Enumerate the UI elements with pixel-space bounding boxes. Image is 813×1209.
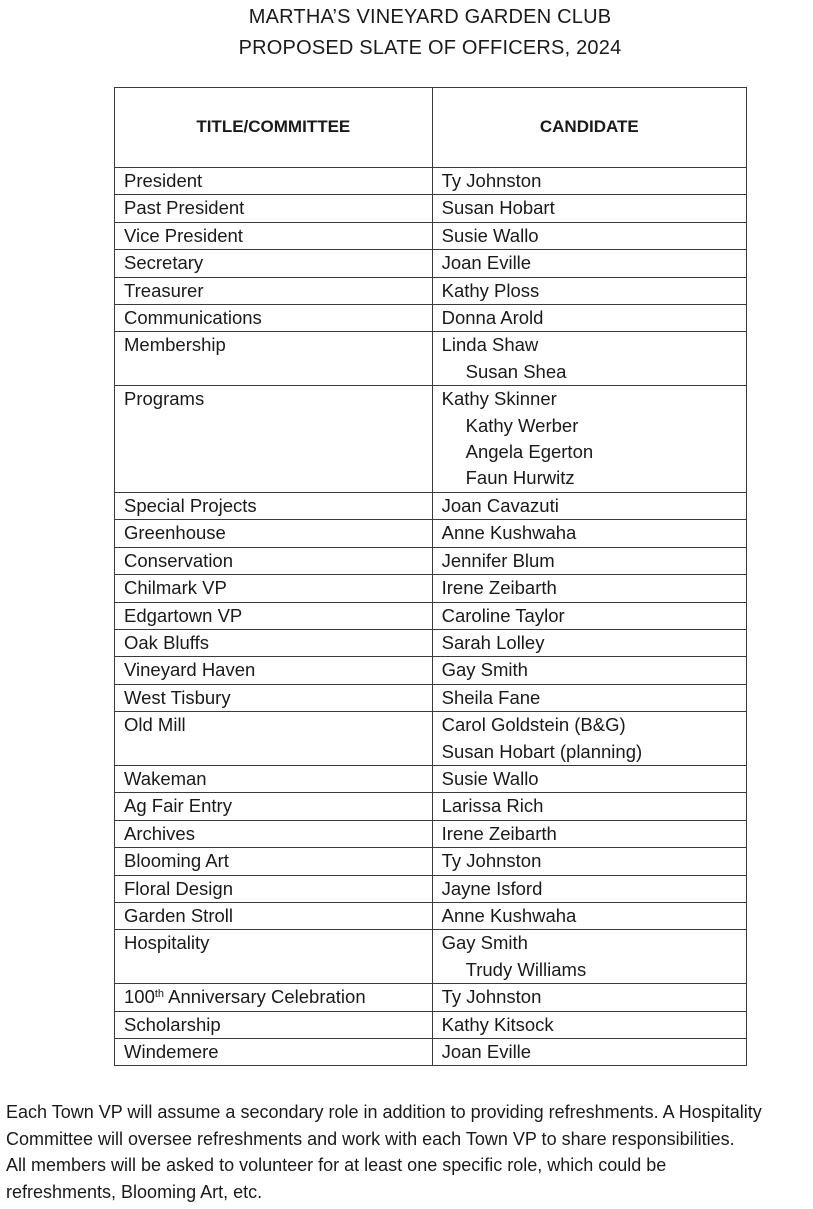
table-row xyxy=(115,765,747,792)
table-row xyxy=(115,712,747,766)
title-line-slate: PROPOSED SLATE OF OFFICERS, 2024 xyxy=(238,37,622,59)
committee-title-cell xyxy=(115,657,433,684)
committee-title-cell xyxy=(115,712,433,766)
committee-title-cell xyxy=(115,602,433,629)
candidate-name: Irene Zeibarth xyxy=(441,822,557,844)
committee-title-cell xyxy=(115,765,433,792)
committee-title-cell xyxy=(115,520,433,547)
candidate-name: Susan Shea xyxy=(465,360,567,382)
committee-title: Old Mill xyxy=(124,714,186,736)
committee-title-cell xyxy=(115,793,433,820)
committee-title-cell xyxy=(115,1039,433,1066)
committee-title: Archives xyxy=(124,822,195,844)
candidate-name: Ty Johnston xyxy=(441,986,542,1008)
table-header-row xyxy=(115,88,747,168)
candidate-name: Susie Wallo xyxy=(441,224,539,246)
candidate-cell xyxy=(432,984,746,1011)
candidate-cell xyxy=(432,1011,746,1038)
candidate-name: Jennifer Blum xyxy=(441,549,555,571)
committee-title-cell xyxy=(115,629,433,656)
candidate-cell xyxy=(432,629,746,656)
table-row xyxy=(115,332,747,386)
table-row xyxy=(115,277,747,304)
title-line-club: MARTHA’S VINEYARD GARDEN CLUB xyxy=(248,6,612,28)
committee-title: Scholarship xyxy=(124,1013,221,1035)
table-row xyxy=(115,848,747,875)
committee-title-cell xyxy=(115,386,433,493)
committee-title: Greenhouse xyxy=(124,522,226,544)
table-row xyxy=(115,930,747,984)
committee-title-cell xyxy=(115,168,433,195)
candidate-cell xyxy=(432,168,746,195)
candidate-name: Faun Hurwitz xyxy=(465,467,575,489)
column-header-candidate: CANDIDATE xyxy=(432,88,746,168)
committee-title-cell xyxy=(115,492,433,519)
candidate-name: Joan Eville xyxy=(441,252,532,274)
candidate-cell xyxy=(432,332,746,386)
table-row xyxy=(115,250,747,277)
committee-title-number: 100 xyxy=(124,986,155,1008)
candidate-cell xyxy=(432,547,746,574)
table-row xyxy=(115,820,747,847)
candidate-name: Joan Eville xyxy=(441,1041,532,1062)
committee-title: President xyxy=(124,170,203,191)
candidate-cell xyxy=(432,305,746,332)
candidate-name: Sarah Lolley xyxy=(441,631,545,653)
candidate-cell xyxy=(432,277,746,304)
candidate-name: Kathy Kitsock xyxy=(441,1013,554,1035)
candidate-cell xyxy=(432,492,746,519)
table-row xyxy=(115,657,747,684)
committee-title-cell xyxy=(115,305,433,332)
candidate-name: Angela Egerton xyxy=(465,441,594,463)
committee-title: Conservation xyxy=(124,549,234,571)
table-row xyxy=(115,305,747,332)
footnote-line: Each Town VP will assume a secondary role in addition to providing refreshments. A Hospitality xyxy=(6,1102,762,1122)
candidate-cell xyxy=(432,684,746,711)
committee-title: Hospitality xyxy=(124,932,210,954)
candidate-cell xyxy=(432,793,746,820)
candidate-name: Carol Goldstein (B&G) xyxy=(441,714,626,736)
candidate-name: Anne Kushwaha xyxy=(441,904,577,926)
candidate-name: Donna Arold xyxy=(441,307,544,329)
candidate-cell xyxy=(432,848,746,875)
footnote-paragraph xyxy=(6,1099,813,1205)
candidate-name: Kathy Werber xyxy=(465,414,579,436)
table-row xyxy=(115,793,747,820)
committee-title: Past President xyxy=(124,197,245,219)
candidate-name: Susan Hobart (planning) xyxy=(441,740,643,762)
committee-title: Chilmark VP xyxy=(124,577,227,599)
table-row xyxy=(115,684,747,711)
committee-title: Oak Bluffs xyxy=(124,631,210,653)
committee-title: Membership xyxy=(124,334,226,356)
candidate-cell xyxy=(432,765,746,792)
candidate-cell xyxy=(432,602,746,629)
candidate-cell xyxy=(432,195,746,222)
footnote-line: refreshments, Blooming Art, etc. xyxy=(6,1181,263,1202)
candidate-cell xyxy=(432,875,746,902)
candidate-name: Ty Johnston xyxy=(441,850,542,872)
committee-title: Floral Design xyxy=(124,877,233,899)
candidate-cell xyxy=(432,657,746,684)
table-row xyxy=(115,1011,747,1038)
candidate-name: Linda Shaw xyxy=(441,334,539,356)
candidate-name: Sheila Fane xyxy=(441,686,541,708)
candidate-cell xyxy=(432,1039,746,1066)
table-row xyxy=(115,547,747,574)
table-row xyxy=(115,222,747,249)
officer-slate-table xyxy=(114,87,747,1066)
committee-title-cell xyxy=(115,575,433,602)
candidate-cell xyxy=(432,930,746,984)
candidate-name: Gay Smith xyxy=(441,659,528,681)
committee-title-cell xyxy=(115,875,433,902)
candidate-name: Ty Johnston xyxy=(441,170,542,191)
candidate-name: Gay Smith xyxy=(441,932,528,954)
committee-title-cell xyxy=(115,984,433,1011)
table-row xyxy=(115,1039,747,1066)
candidate-name: Irene Zeibarth xyxy=(441,577,557,599)
committee-title: Wakeman xyxy=(124,767,207,789)
table-row xyxy=(115,629,747,656)
committee-title: Vice President xyxy=(124,224,243,246)
committee-title-cell xyxy=(115,820,433,847)
table-body xyxy=(115,168,747,1066)
ordinal-suffix: th xyxy=(154,988,165,1001)
candidate-name: Kathy Ploss xyxy=(441,279,540,301)
committee-title-cell xyxy=(115,684,433,711)
footnote-line: Committee will oversee refreshments and work with each Town VP to share responsibilities. xyxy=(6,1128,735,1149)
table-row xyxy=(115,575,747,602)
committee-title-cell xyxy=(115,277,433,304)
candidate-cell xyxy=(432,712,746,766)
document-title xyxy=(0,2,813,64)
committee-title: Treasurer xyxy=(124,279,204,301)
committee-title: Garden Stroll xyxy=(124,904,233,926)
table-row xyxy=(115,195,747,222)
candidate-name: Susie Wallo xyxy=(441,767,539,789)
candidate-name: Anne Kushwaha xyxy=(441,522,577,544)
committee-title: Programs xyxy=(124,388,205,410)
candidate-cell xyxy=(432,820,746,847)
committee-title: Communications xyxy=(124,307,262,329)
candidate-name: Trudy Williams xyxy=(465,958,587,980)
candidate-cell xyxy=(432,386,746,493)
candidate-name: Larissa Rich xyxy=(441,795,544,817)
table-row xyxy=(115,602,747,629)
table-row xyxy=(115,984,747,1011)
table-row xyxy=(115,875,747,902)
candidate-name: Joan Cavazuti xyxy=(441,494,559,516)
table-row xyxy=(115,520,747,547)
candidate-cell xyxy=(432,250,746,277)
candidate-cell xyxy=(432,520,746,547)
committee-title-cell xyxy=(115,930,433,984)
candidate-name: Susan Hobart xyxy=(441,197,555,219)
committee-title: Special Projects xyxy=(124,494,257,516)
table-row xyxy=(115,902,747,929)
committee-title-cell xyxy=(115,250,433,277)
committee-title-cell xyxy=(115,902,433,929)
table-row xyxy=(115,168,747,195)
committee-title: Ag Fair Entry xyxy=(124,795,232,817)
candidate-name: Kathy Skinner xyxy=(441,388,557,410)
committee-title-cell xyxy=(115,848,433,875)
committee-title: Edgartown VP xyxy=(124,604,243,626)
table-row xyxy=(115,492,747,519)
table-row xyxy=(115,386,747,493)
committee-title: Windemere xyxy=(124,1041,219,1062)
committee-title-cell xyxy=(115,332,433,386)
committee-title: Blooming Art xyxy=(124,850,229,872)
committee-title-cell xyxy=(115,1011,433,1038)
committee-title-cell xyxy=(115,222,433,249)
column-header-title-committee: TITLE/COMMITTEE xyxy=(115,88,433,168)
candidate-name: Jayne Isford xyxy=(441,877,543,899)
footnote-line: All members will be asked to volunteer for at least one specific role, which could be xyxy=(6,1155,667,1175)
committee-title-rest: Anniversary Celebration xyxy=(164,986,366,1008)
candidate-cell xyxy=(432,222,746,249)
candidate-cell xyxy=(432,575,746,602)
committee-title: Vineyard Haven xyxy=(124,659,256,681)
committee-title: West Tisbury xyxy=(124,686,231,708)
committee-title-cell xyxy=(115,547,433,574)
committee-title: Secretary xyxy=(124,252,204,274)
committee-title-cell xyxy=(115,195,433,222)
candidate-name: Caroline Taylor xyxy=(441,604,565,626)
candidate-cell xyxy=(432,902,746,929)
